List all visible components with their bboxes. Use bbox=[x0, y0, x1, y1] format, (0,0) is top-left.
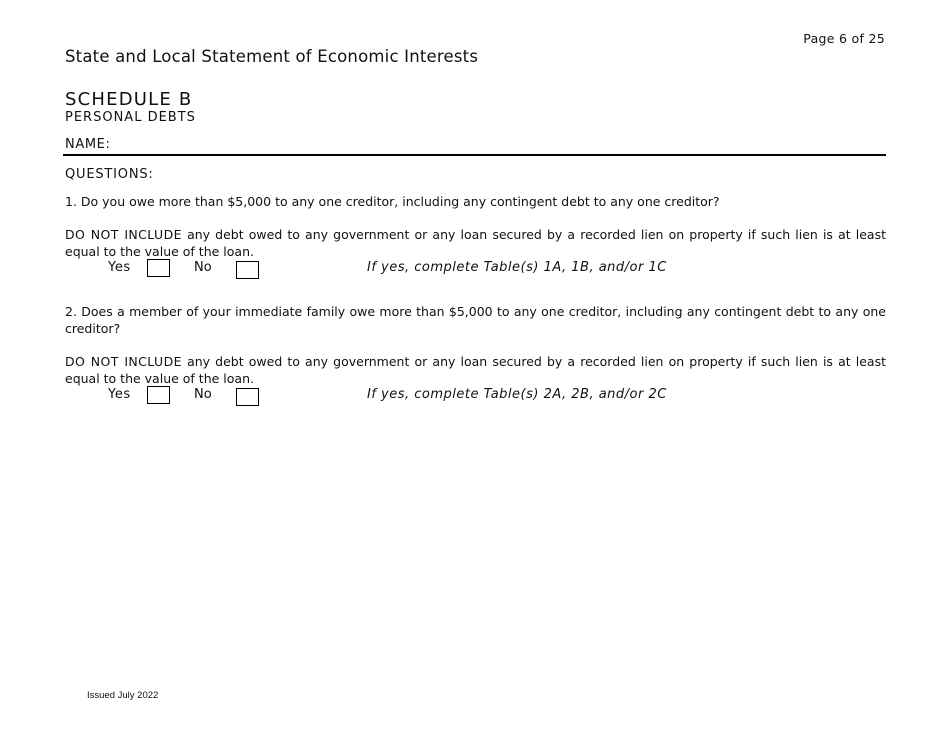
form-title: State and Local Statement of Economic Interests bbox=[65, 47, 479, 66]
question-1-instruction: If yes, complete Table(s) 1A, 1B, and/or 1C bbox=[367, 260, 667, 275]
yes-label: Yes bbox=[108, 387, 131, 402]
no-label: No bbox=[194, 260, 212, 275]
issued-date: Issued July 2022 bbox=[87, 690, 159, 701]
question-2-answer-row bbox=[0, 386, 950, 406]
exclusion-text: any debt owed to any government or any loan secured by a recorded lien on property if such lien is at least equal to the value of the loan. bbox=[65, 354, 887, 386]
questions-label: QUESTIONS: bbox=[65, 167, 154, 182]
name-label: NAME: bbox=[65, 137, 111, 152]
question-1-yes-checkbox[interactable] bbox=[147, 259, 170, 277]
question-2-no-checkbox[interactable] bbox=[236, 388, 259, 406]
exclusion-text: any debt owed to any government or any loan secured by a recorded lien on property if such lien is at least equal to the value of the loan. bbox=[65, 227, 887, 259]
no-label: No bbox=[194, 387, 212, 402]
question-1-no-checkbox[interactable] bbox=[236, 261, 259, 279]
question-2-text: 2. Does a member of your immediate family owe more than $5,000 to any one creditor, including any contingent debt to any one creditor? bbox=[65, 304, 886, 336]
do-not-include-lead: DO NOT INCLUDE bbox=[65, 354, 182, 369]
do-not-include-lead: DO NOT INCLUDE bbox=[65, 227, 182, 242]
schedule-title: SCHEDULE B bbox=[65, 89, 193, 110]
question-2-exclusion bbox=[65, 354, 886, 387]
question-1-exclusion bbox=[65, 227, 886, 260]
question-1-answer-row bbox=[0, 259, 950, 279]
question-2-instruction: If yes, complete Table(s) 2A, 2B, and/or 2C bbox=[367, 387, 667, 402]
yes-label: Yes bbox=[108, 260, 131, 275]
question-1-text: 1. Do you owe more than $5,000 to any one creditor, including any contingent debt to any one creditor? bbox=[65, 194, 720, 209]
question-2-yes-checkbox[interactable] bbox=[147, 386, 170, 404]
schedule-subtitle: PERSONAL DEBTS bbox=[65, 110, 196, 125]
name-field-line[interactable] bbox=[63, 154, 886, 156]
page-number: Page 6 of 25 bbox=[803, 31, 885, 46]
